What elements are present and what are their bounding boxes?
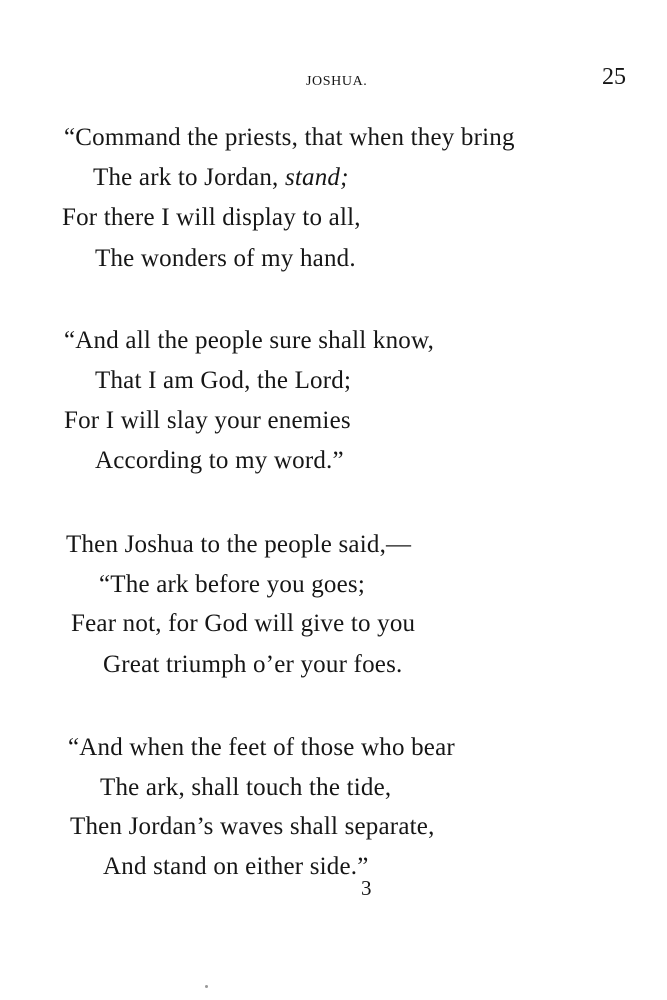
poem-line: “And all the people sure shall know, xyxy=(64,327,435,354)
poem-line: The wonders of my hand. xyxy=(95,245,356,272)
poem-line: And stand on either side.” xyxy=(103,853,369,880)
poem-line: “Command the priests, that when they bring xyxy=(64,124,515,151)
paper-speck xyxy=(205,985,208,988)
poem-line: According to my word.” xyxy=(95,447,344,474)
poem-line: For I will slay your enemies xyxy=(64,407,351,434)
poem-line xyxy=(93,163,349,193)
poem-line: Fear not, for God will give to you xyxy=(71,610,416,637)
poem-line: Then Jordan’s waves shall separate, xyxy=(70,813,435,840)
page-number: 25 xyxy=(602,64,626,90)
poem-line: “The ark before you goes; xyxy=(99,571,365,598)
poem-line-italic: stand; xyxy=(284,164,349,191)
poem-line: “And when the feet of those who bear xyxy=(68,734,455,761)
poem-line: That I am God, the Lord; xyxy=(95,367,352,394)
poem-line: Then Joshua to the people said,— xyxy=(66,531,412,558)
poem-line: The ark, shall touch the tide, xyxy=(100,774,392,801)
poem-line: For there I will display to all, xyxy=(62,204,361,231)
running-head: JOSHUA. xyxy=(306,74,368,89)
signature-mark: 3 xyxy=(361,876,372,900)
poem-line-text: The ark to Jordan, xyxy=(93,164,285,191)
poem-line: Great triumph o’er your foes. xyxy=(103,651,403,678)
